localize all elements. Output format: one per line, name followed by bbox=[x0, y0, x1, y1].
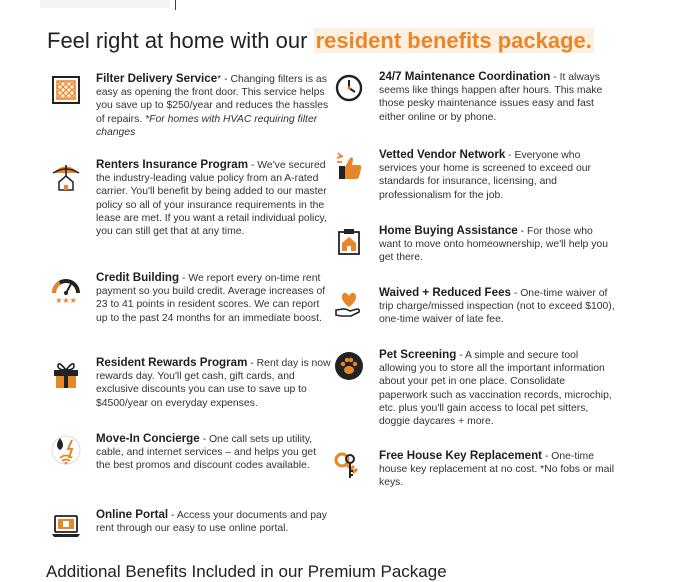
clock-icon bbox=[333, 72, 365, 104]
air-filter-icon bbox=[50, 74, 82, 106]
benefit-desc: One-time house key replacement at no cost. *No fobs or mail keys. bbox=[379, 451, 615, 489]
additional-benefits-heading: Additional Benefits Included in our Premium Package bbox=[46, 562, 447, 581]
benefit-desc: We've secured the industry-leading value policy from an A-rated carrier. You'll benefit by being added to our master policy so all of your insurance requirements in the lease are met. If you want a retail individual policy, you can still get that at any time. bbox=[96, 160, 327, 238]
benefit-title: Vetted Vendor Network bbox=[379, 148, 506, 161]
benefit-title: 24/7 Maintenance Coordination bbox=[379, 70, 551, 83]
credit-gauge-icon bbox=[50, 273, 82, 305]
title-accent: resident benefits package. bbox=[315, 28, 592, 53]
laptop-portal-icon bbox=[50, 510, 82, 542]
benefit-maintenance: 24/7 Maintenance Coordination - It always seems like things happen after hours. This make those pesky maintenance issues easy and fast either online or by phone. bbox=[333, 70, 633, 124]
umbrella-house-icon bbox=[50, 160, 82, 192]
top-bar-fragment bbox=[40, 0, 170, 8]
benefit-title: Renters Insurance Program bbox=[96, 158, 249, 171]
benefit-desc: For those who want to move onto homeownership, we'll help you get there. bbox=[379, 226, 608, 264]
benefit-credit-building: ★★★ Credit Building - We report every on-time rent payment so you build credit. Average increases of 23 to 41 points in resident scores. We can report up to the past 24 months for an immediate boost. bbox=[50, 271, 340, 325]
benefit-waived-fees: Waived + Reduced Fees - One-time waiver of trip charge/missed inspection (not to exceed $100), one-time waiver of late fee. bbox=[333, 286, 633, 327]
benefit-desc: Access your documents and pay rent through our easy to use online portal. bbox=[96, 510, 327, 535]
benefit-title: Resident Rewards Program bbox=[96, 356, 248, 369]
benefit-title: Free House Key Replacement bbox=[379, 449, 543, 462]
benefit-home-buying: Home Buying Assistance - For those who want to move onto homeownership, we'll help you get there. bbox=[333, 224, 633, 265]
benefit-title: Home Buying Assistance bbox=[379, 224, 518, 237]
benefit-title: Credit Building bbox=[96, 271, 180, 284]
benefit-desc: One call sets up utility, cable, and internet services – and helps you get the best promos and discount codes available. bbox=[96, 434, 317, 472]
benefit-online-portal: Online Portal - Access your documents and pay rent through our easy to use online portal. bbox=[50, 508, 340, 542]
benefit-title: Move-In Concierge bbox=[96, 432, 200, 445]
keys-icon bbox=[333, 451, 365, 483]
benefit-desc: Everyone who services your home is screened to exceed our standards for insurance, licensing, and professionalism for the job. bbox=[379, 150, 591, 201]
benefit-renters-insurance: Renters Insurance Program - We've secured the industry-leading value policy from an A-rated carrier. You'll benefit by being added to our master policy so all of your insurance requirements in the lease are met. If you want a retail individual policy, you can still get that at any time. bbox=[50, 158, 330, 238]
heart-hand-icon bbox=[333, 288, 365, 320]
benefit-pet-screening: Pet Screening - A simple and secure tool allowing you to store all the important information about your pet in one place. Consolidate paperwork such as vaccination records, microchip, etc. plus you'll gain access to local pet sitters, doggie daycares + more. bbox=[333, 348, 633, 428]
benefit-move-in-concierge: Move-In Concierge - One call sets up utility, cable, and internet services – and helps you get the best promos and discount codes available. bbox=[50, 432, 340, 473]
page-title bbox=[47, 28, 594, 54]
benefit-filter-delivery: Filter Delivery Service* - Changing filters is as easy as opening the front door. This service helps you save up to $250/year and reduces the hassles of repairs. *For homes with HVAC requiring filter changes bbox=[50, 72, 330, 139]
benefit-desc: Rent day is now rewards day. You'll get cash, gift cards, and exclusive discounts you can use to save up to $4500/year on everyday expenses. bbox=[96, 358, 331, 409]
svg-text:★★★: ★★★ bbox=[55, 296, 77, 305]
benefit-note: *For homes with HVAC requiring filter changes bbox=[96, 113, 318, 138]
house-checklist-icon bbox=[333, 226, 365, 258]
benefit-resident-rewards: Resident Rewards Program - Rent day is now rewards day. You'll get cash, gift cards, and exclusive discounts you can use to save up to $4500/year on everyday expenses. bbox=[50, 356, 340, 410]
utilities-icon bbox=[50, 434, 82, 466]
thumbs-up-icon bbox=[333, 150, 365, 182]
benefit-title: Waived + Reduced Fees bbox=[379, 286, 511, 299]
benefit-desc: One-time waiver of trip charge/missed inspection (not to exceed $100), one-time waiver of late fee. bbox=[379, 288, 615, 326]
benefit-title: Online Portal bbox=[96, 508, 169, 521]
benefit-title: Pet Screening bbox=[379, 348, 457, 361]
top-divider bbox=[175, 0, 176, 10]
benefit-title: Filter Delivery Service bbox=[96, 72, 218, 85]
title-prefix: Feel right at home with our bbox=[47, 28, 314, 53]
benefit-desc: We report every on-time rent payment so you build credit. Average increases of 23 to 41 points in resident scores. We can report up to the past 24 months for an immediate boost. bbox=[96, 273, 326, 324]
gift-box-icon bbox=[50, 358, 82, 390]
benefit-vetted-vendor: Vetted Vendor Network - Everyone who services your home is screened to exceed our standards for insurance, licensing, and professionalism for the job. bbox=[333, 148, 633, 202]
benefit-desc: Changing filters is as easy as opening the front door. This service helps you save up to $250/year and reduces the hassles of repairs. bbox=[96, 74, 329, 125]
benefit-desc: A simple and secure tool allowing you to store all the important information about your pet in one place. Consolidate paperwork such as vaccination records, microchip, etc. plus you'll gain access to local pet sitters, doggie daycares + more. bbox=[379, 350, 612, 428]
benefit-desc: It always seems like things happen after hours. This make those pesky maintenance issues easy and fast either online or by phone. bbox=[379, 72, 603, 123]
paw-icon bbox=[333, 350, 365, 382]
benefit-key-replacement: Free House Key Replacement - One-time house key replacement at no cost. *No fobs or mail keys. bbox=[333, 449, 633, 490]
